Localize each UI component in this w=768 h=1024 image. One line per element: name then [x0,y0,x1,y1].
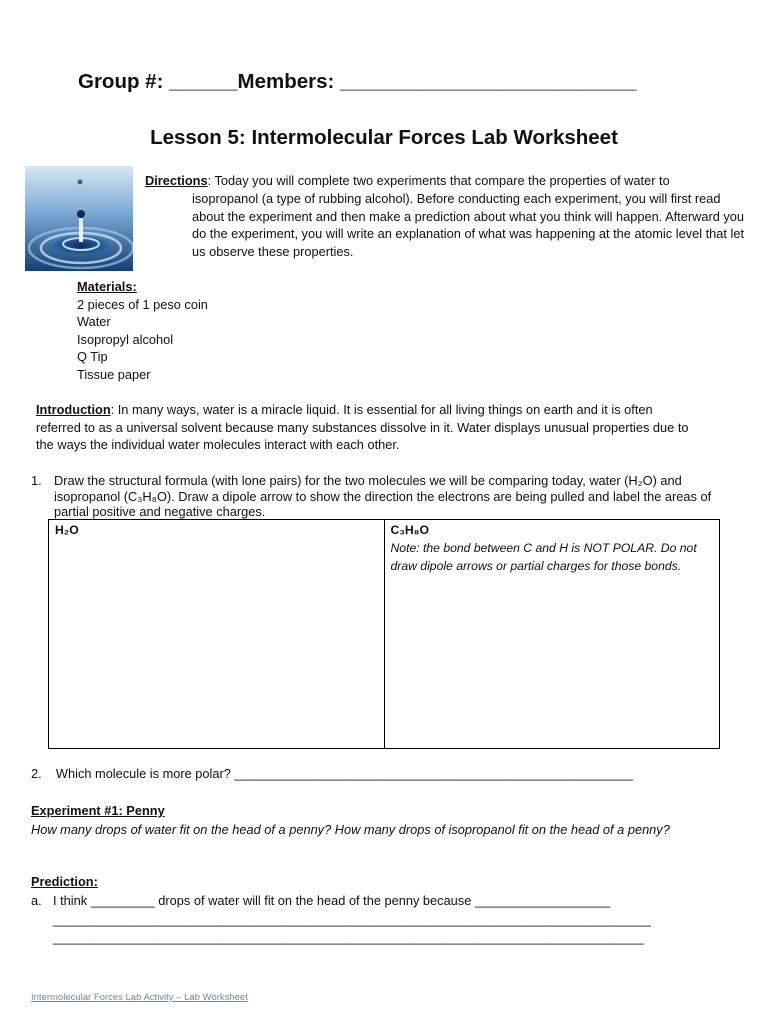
isopropanol-formula-heading: C₃H₈O [390,523,429,537]
introduction-text: : In many ways, water is a miracle liquid. It is essential for all living things on earth and it is often referred to as a universal solvent because many substances dissolve in it. Water displays unusual properties due to the ways the individual water molecules interact with each other. [36,402,689,452]
group-members-line: Group #: ______Members: __________________________ [78,70,637,93]
prediction-a [31,892,731,948]
directions-text-first: : Today you will complete two experiments that compare the properties of water to [207,173,670,188]
material-item: Isopropyl alcohol [77,331,174,347]
question-1-text: Draw the structural formula (with lone pairs) for the two molecules we will be comparing today, water (H₂O) and isopropanol (C₃H₈O). Draw a dipole arrow to show the direction the electrons are being pulled and label the areas of partial positive and negative charges. [54,473,712,519]
bond-polarity-note: Note: the bond between C and H is NOT POLAR. Do not draw dipole arrows or partial charges for those bonds. [390,541,697,573]
structural-formula-table [48,519,720,749]
material-item: Water [77,314,111,330]
material-item: Q Tip [77,349,108,365]
isopropanol-drawing-cell[interactable] [384,520,720,748]
prediction-a-text: I think _________ drops of water will fit on the head of the penny because ___________________ [53,893,611,908]
directions-paragraph [145,172,745,261]
material-item: 2 pieces of 1 peso coin [77,296,208,312]
water-formula-heading: H₂O [55,523,79,537]
introduction-label: Introduction [36,402,111,417]
prediction-title: Prediction: [31,874,98,889]
experiment-1-question: How many drops of water fit on the head of a penny? How many drops of isopropanol fit on the head of a penny? [31,822,670,837]
water-drawing-cell[interactable] [49,520,384,748]
material-item: Tissue paper [77,366,151,382]
materials-label: Materials: [77,279,137,294]
prediction-a-answer-line: ____________________________________________________________________________________ [53,911,651,927]
question-2-text: Which molecule is more polar? ________________________________________________________ [55,766,633,781]
question-1 [31,473,731,520]
directions-label: Directions [145,173,208,188]
question-2-number: 2. [31,766,42,781]
prediction-a-label: a. [31,893,42,908]
materials-list [77,278,208,384]
prediction-a-answer-line: ___________________________________________________________________________________ [53,930,644,945]
directions-text-rest: isopropanol (a type of rubbing alcohol). Before conducting each experiment, you will first read about the experiment and then make a prediction about what you think will happen. Afterward you do the experiment, you will write an explanation of what was happening at the atomic level that let us observe these properties. [192,190,745,260]
water-drop-photo [25,166,133,271]
page-title: Lesson 5: Intermolecular Forces Lab Worksheet [150,126,618,149]
experiment-1-title: Experiment #1: Penny [31,803,165,818]
footer-link[interactable]: Intermolecular Forces Lab Activity – Lab Worksheet [31,992,248,1003]
introduction-paragraph [36,401,696,454]
question-2 [31,766,633,782]
question-1-number: 1. [31,473,42,488]
